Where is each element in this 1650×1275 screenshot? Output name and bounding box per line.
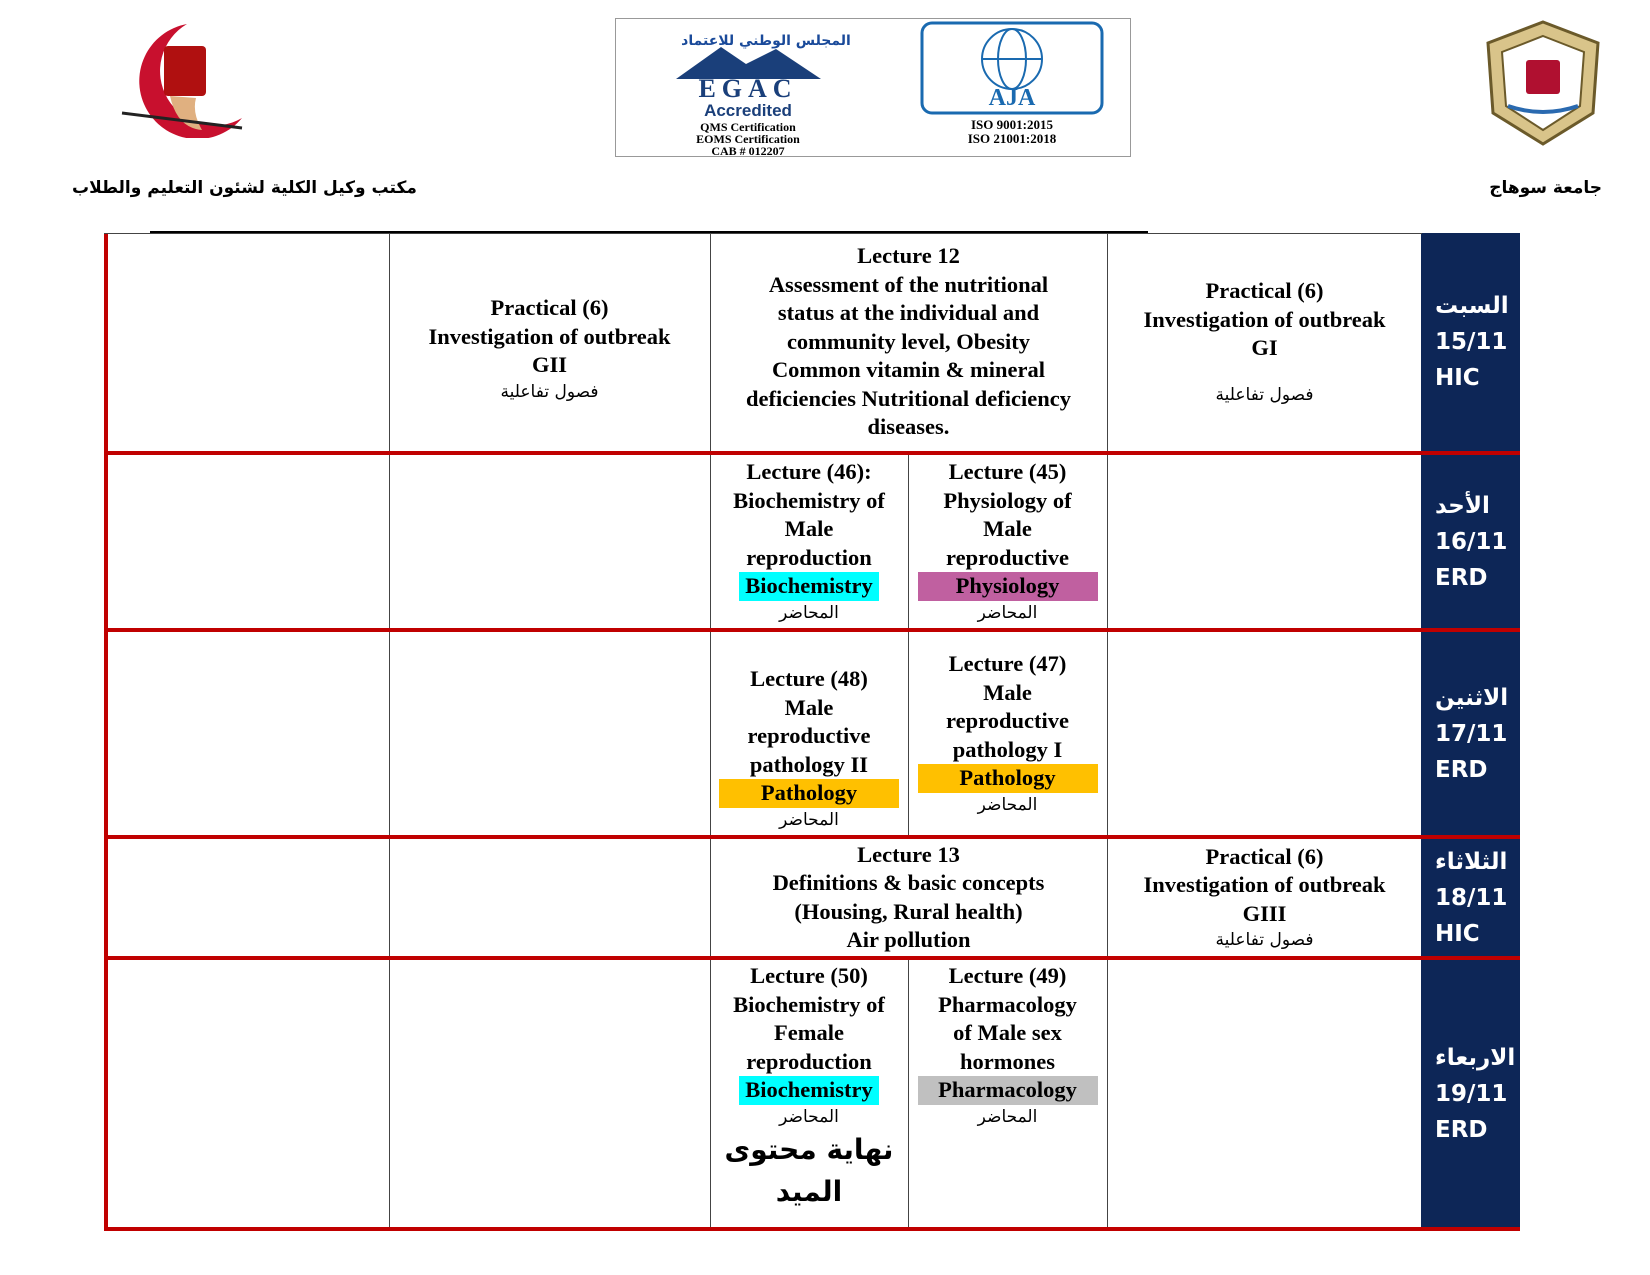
session-cell: Lecture (49) Pharmacology of Male sex hormones Pharmacology المحاضر bbox=[908, 960, 1107, 1227]
row-divider bbox=[104, 1227, 1520, 1231]
lecturer-label: المحاضر bbox=[779, 809, 839, 830]
lecturer-label: المحاضر bbox=[977, 794, 1038, 815]
svg-text:ISO 21001:2018: ISO 21001:2018 bbox=[967, 131, 1057, 146]
department-badge: Pathology bbox=[918, 764, 1098, 793]
day-date: 16/11 bbox=[1435, 528, 1508, 555]
day-name: الثلاثاء bbox=[1435, 848, 1508, 875]
university-name-label: جامعة سوهاج bbox=[1489, 178, 1602, 198]
day-cell bbox=[1421, 839, 1520, 956]
session-cell: Lecture (45) Physiology of Male reproductive Physiology المحاضر bbox=[908, 455, 1107, 628]
svg-text:QMS Certification: QMS Certification bbox=[700, 120, 796, 134]
department-badge: Pathology bbox=[719, 779, 899, 808]
session-cell: Lecture (50) Biochemistry of Female reproduction Biochemistry المحاضر نهاية محتوى الميد bbox=[710, 960, 908, 1227]
interactive-classes-label: فصول تفاعلية bbox=[1215, 384, 1314, 405]
end-of-midterm-content-note: نهاية محتوى الميد bbox=[724, 1132, 894, 1208]
day-name: الاربعاء bbox=[1435, 1044, 1516, 1071]
session-cell: Practical (6) Investigation of outbreak GI فصول تفاعلية bbox=[1143, 278, 1386, 405]
day-date: 15/11 bbox=[1435, 329, 1508, 355]
day-code: ERD bbox=[1435, 756, 1488, 783]
day-cell bbox=[1421, 455, 1520, 628]
interactive-classes-label: فصول تفاعلية bbox=[1215, 930, 1314, 951]
department-badge: Biochemistry bbox=[739, 572, 879, 601]
svg-text:ISO 9001:2015: ISO 9001:2015 bbox=[971, 117, 1053, 132]
table-row bbox=[104, 960, 1520, 1227]
day-cell bbox=[1421, 632, 1520, 835]
schedule-table bbox=[104, 233, 1520, 1231]
department-badge: Pharmacology bbox=[918, 1076, 1098, 1105]
svg-text:EOMS Certification: EOMS Certification bbox=[696, 132, 800, 146]
day-name: الاثنين bbox=[1435, 684, 1509, 711]
table-row bbox=[104, 839, 1520, 956]
session-cell: Practical (6) Investigation of outbreak GIII فصول تفاعلية bbox=[1143, 843, 1386, 951]
day-date: 19/11 bbox=[1435, 1080, 1508, 1107]
day-code: ERD bbox=[1435, 1116, 1488, 1143]
svg-text:AJA: AJA bbox=[988, 85, 1036, 111]
session-cell: Lecture 13 Definitions & basic concepts (Housing, Rural health) Air pollution bbox=[772, 841, 1045, 952]
session-cell: Lecture 12 Assessment of the nutritional status at the individual and community level, Obesity Common vitamin & mineral deficiencies Nutritional deficiency diseases. bbox=[746, 243, 1071, 440]
session-cell: Lecture (46): Biochemistry of Male reproduction Biochemistry المحاضر bbox=[733, 459, 885, 623]
day-code: HIC bbox=[1435, 920, 1480, 947]
table-row bbox=[104, 455, 1520, 628]
session-cell: Lecture (47) Male reproductive pathology I Pathology المحاضر bbox=[908, 632, 1107, 835]
table-left-border bbox=[104, 233, 108, 1231]
session-cell: Lecture (48) Male reproductive pathology II Pathology المحاضر bbox=[710, 632, 908, 835]
lecturer-label: المحاضر bbox=[977, 602, 1038, 623]
vice-dean-office-label: مكتب وكيل الكلية لشئون التعليم والطلاب bbox=[72, 178, 417, 198]
session-cell: Practical (6) Investigation of outbreak GII فصول تفاعلية bbox=[428, 295, 671, 402]
department-badge: Biochemistry bbox=[739, 1076, 879, 1105]
department-badge: Physiology bbox=[918, 572, 1098, 601]
day-cell bbox=[1421, 960, 1520, 1227]
day-date: 17/11 bbox=[1435, 720, 1508, 747]
table-row bbox=[104, 632, 1520, 835]
day-cell bbox=[1421, 233, 1520, 451]
lecturer-label: المحاضر bbox=[779, 602, 839, 623]
lecturer-label: المحاضر bbox=[779, 1106, 839, 1127]
day-date: 18/11 bbox=[1435, 884, 1508, 911]
lecturer-label: المحاضر bbox=[977, 1106, 1038, 1127]
day-code: HIC bbox=[1435, 365, 1480, 391]
day-name: الأحد bbox=[1435, 492, 1490, 519]
svg-text:Accredited: Accredited bbox=[704, 101, 792, 120]
faculty-logo bbox=[92, 18, 262, 138]
interactive-classes-label: فصول تفاعلية bbox=[500, 381, 599, 402]
table-row bbox=[104, 233, 1520, 451]
university-seal bbox=[1478, 18, 1608, 148]
svg-text:EGAC: EGAC bbox=[698, 74, 798, 103]
day-code: ERD bbox=[1435, 564, 1488, 591]
svg-text:CAB # 012207: CAB # 012207 bbox=[711, 144, 785, 156]
egac-arabic: المجلس الوطني للاعتماد bbox=[681, 33, 851, 49]
accreditation-banner bbox=[615, 18, 1131, 157]
day-name: السبت bbox=[1435, 293, 1509, 319]
